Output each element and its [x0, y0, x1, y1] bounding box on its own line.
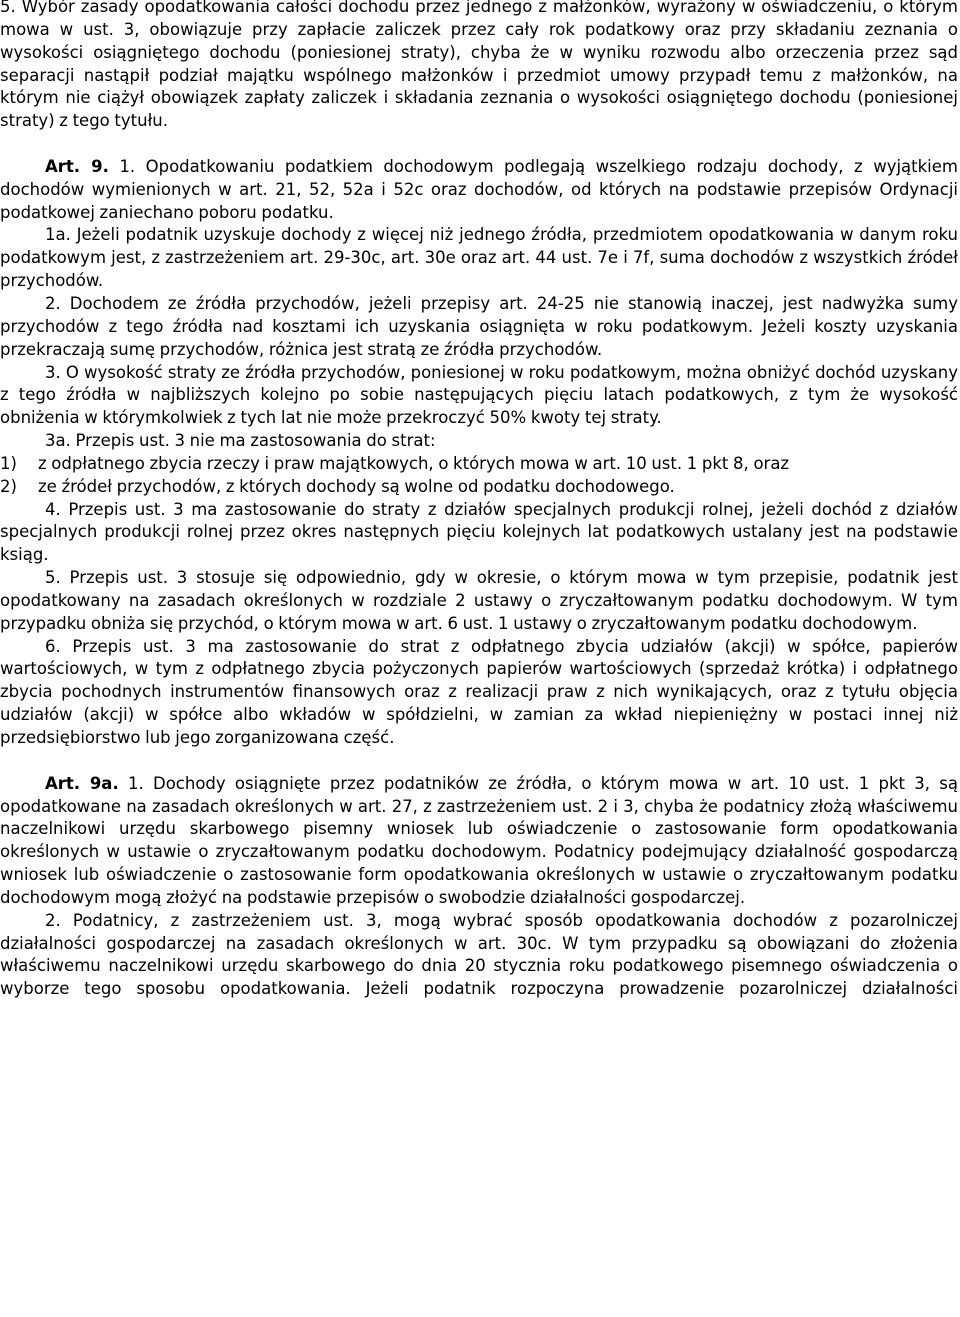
art-9-paragraph-3a: 3a. Przepis ust. 3 nie ma zastosowania do strat:: [45, 431, 436, 451]
list-item-number: 2): [0, 476, 17, 496]
art-9-paragraph-5: 5. Przepis ust. 3 stosuje się odpowiednio, gdy w okresie, o którym mowa w tym przepisie, podatnik jest opodatkowany na zasadach określonych w rozdziale 2 ustawy o zryczałtowanym podatku dochodowym. W tym przypadku obniża się przychód, o którym mowa w art. 6 ust. 1 ustawy o zryczałtowanym podatku dochodowym.: [0, 568, 958, 633]
art-9-paragraph-4: 4. Przepis ust. 3 ma zastosowanie do straty z działów specjalnych produkcji rolnej, jeżeli dochód z działów specjalnych produkcji rolnej przez okres następnych pięciu kolejnych lat podatkowych ustalany jest na podstawie ksiąg.: [0, 499, 958, 565]
art-9a-paragraph-2: 2. Podatnicy, z zastrzeżeniem ust. 3, mogą wybrać sposób opodatkowania dochodów z pozarolniczej działalności gospodarczej na zasadach określonych w art. 30c. W tym przypadku są obowiązani do złożenia właściwemu naczelnikowi urzędu skarbowego do dnia 20 stycznia roku podatkowego pisemnego oświadczenia o wyborze tego sposobu opodatkowania. Jeżeli podatnik rozpoczyna prowadzenie pozarolniczej działalności: [0, 910, 958, 999]
list-item-text: z odpłatnego zbycia rzeczy i praw majątkowych, o których mowa w art. 10 ust. 1 pkt 8, oraz: [38, 453, 790, 473]
list-item: [0, 453, 958, 476]
art-9a-paragraph-1: [0, 773, 958, 910]
art-9-paragraph-2: 2. Dochodem ze źródła przychodów, jeżeli przepisy art. 24-25 nie stanowią inaczej, jest nadwyżka sumy przychodów z tego źródła nad kosztami ich uzyskania osiągnięta w roku podatkowym. Jeżeli koszty uzyskania przekraczają sumę przychodów, różnica jest stratą ze źródła przychodów.: [0, 293, 958, 359]
list-item: [0, 476, 958, 499]
art-9-paragraph-3: 3. O wysokość straty ze źródła przychodów, poniesionej w roku podatkowym, można obniżyć dochód uzyskany z tego źródła w najbliższych kolejno po sobie następujących pięciu latach podatkowych, z tym że wysokość obniżenia w którymkolwiek z tych lat nie może przekroczyć 50% kwoty tej straty.: [0, 362, 958, 428]
art-9-paragraph-1-text: 1. Opodatkowaniu podatkiem dochodowym podlegają wszelkiego rodzaju dochody, z wyjątkiem dochodów wymienionych w art. 21, 52, 52a i 52c oraz dochodów, od których na podstawie przepisów Ordynacji podatkowej zaniechano poboru podatku.: [0, 156, 958, 222]
list-item-number: 1): [0, 453, 17, 473]
art-9-paragraph-6: 6. Przepis ust. 3 ma zastosowanie do strat z odpłatnego zbycia udziałów (akcji) w spółce, papierów wartościowych, w tym z odpłatnego zbycia pożyczonych papierów wartościowych (sprzedaż krótka) i odpłatnego zbycia pochodnych instrumentów finansowych oraz z realizacji praw z nich wynikających, oraz z tytułu objęcia udziałów (akcji) w spółce albo wkładów w spółdzielni, w zamian za wkład niepieniężny w postaci innej niż przedsiębiorstwo lub jego zorganizowana część.: [0, 636, 958, 747]
art-9-paragraph-1a: 1a. Jeżeli podatnik uzyskuje dochody z więcej niż jednego źródła, przedmiotem opodatkowania w danym roku podatkowym jest, z zastrzeżeniem art. 29-30c, art. 30e oraz art. 44 ust. 7e i 7f, suma dochodów z wszystkich źródeł przychodów.: [0, 225, 958, 291]
art-9a-paragraph-1-text: 1. Dochody osiągnięte przez podatników ze źródła, o którym mowa w art. 10 ust. 1 pkt 3, są opodatkowane na zasadach określonych w art. 27, z zastrzeżeniem ust. 2 i 3, chyba że podatnicy złożą właściwemu naczelnikowi urzędu skarbowego pisemny wniosek lub oświadczenie o zastosowanie form opodatkowania określonych w ustawie o zryczałtowanym podatku dochodowym. Podatnicy podejmujący działalność gospodarczą wniosek lub oświadczenie o zastosowanie form opodatkowania określonych w ustawie o zryczałtowanym podatku dochodowym mogą złożyć na podstawie przepisów o swobodzie działalności gospodarczej.: [0, 773, 958, 907]
art-9-paragraph-1: [0, 156, 958, 225]
list-item-text: ze źródeł przychodów, z których dochody są wolne od podatku dochodowego.: [38, 476, 675, 496]
art-9a-label: Art. 9a.: [45, 773, 119, 793]
paragraph-5-previous: 5. Wybór zasady opodatkowania całości dochodu przez jednego z małżonków, wyrażony w oświadczeniu, o którym mowa w ust. 3, obowiązuje przy zapłacie zaliczek przez cały rok podatkowy oraz przy składaniu zeznania o wysokości osiągniętego dochodu (poniesionej straty), chyba że w wyniku rozwodu albo orzeczenia przez sąd separacji nastąpił podział majątku wspólnego małżonków i przedmiot umowy przypadł temu z małżonków, na którym nie ciążył obowiązek zapłaty zaliczek i składania zeznania o wysokości osiągniętego dochodu (poniesionej straty) z tego tytułu.: [0, 0, 958, 131]
art-9-label: Art. 9.: [45, 156, 109, 176]
